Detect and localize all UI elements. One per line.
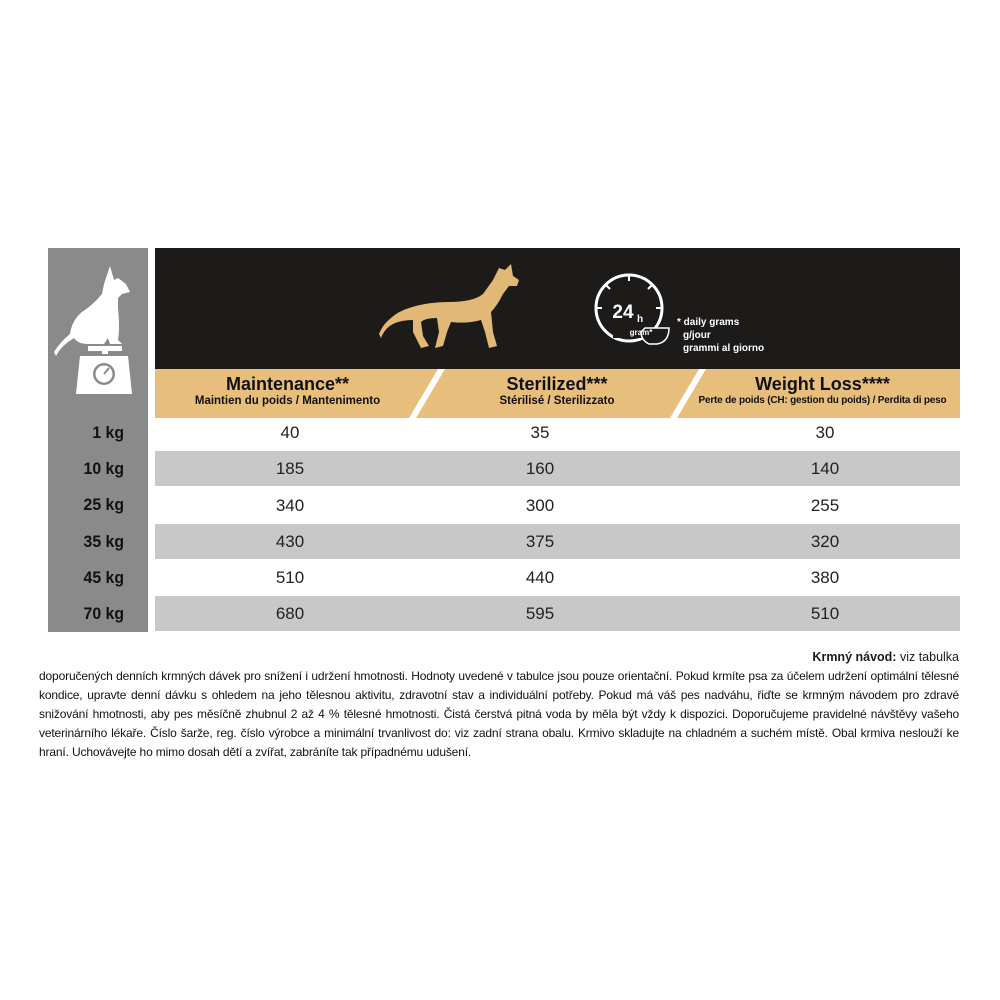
table-row <box>155 488 960 523</box>
sterilized-value: 300 <box>525 496 555 515</box>
column-subtitle: Stérilisé / Sterilizzato <box>499 395 615 407</box>
caption-line: * daily grams <box>677 317 740 328</box>
clock-icon <box>583 268 675 360</box>
clock-number: 24 <box>612 302 634 323</box>
weight-label: 1 kg <box>92 423 124 442</box>
dog-on-scale-icon <box>48 248 148 418</box>
caption-line: grammi al giorno <box>683 343 765 354</box>
sterilized-value: 440 <box>525 568 555 587</box>
column-header-band <box>155 369 960 418</box>
table-row <box>155 524 960 559</box>
table-header-banner <box>155 248 960 369</box>
table-row <box>155 560 960 595</box>
feeding-guide-label-rest: viz tabulka <box>896 650 959 664</box>
maintenance-value: 430 <box>275 532 305 551</box>
clock-suffix: h <box>637 314 644 325</box>
column-subtitle: Perte de poids (CH: gestion du poids) / Perdita di peso <box>698 395 947 406</box>
sterilized-value: 595 <box>525 604 555 623</box>
maintenance-value: 185 <box>275 459 305 478</box>
caption-line: g/jour <box>683 330 711 341</box>
weight-label: 25 kg <box>83 495 124 514</box>
sterilized-value: 35 <box>530 423 550 442</box>
weight-label: 45 kg <box>83 568 124 587</box>
weight-loss-value: 255 <box>810 496 840 515</box>
bowl-label: gram* <box>629 328 653 337</box>
weight-loss-value: 30 <box>815 423 835 442</box>
weight-label: 35 kg <box>83 532 124 551</box>
table-row <box>155 451 960 486</box>
sterilized-value: 375 <box>525 532 555 551</box>
weight-label: 70 kg <box>83 604 124 623</box>
dog-icon <box>377 262 527 354</box>
table-row <box>155 415 960 450</box>
daily-grams-caption <box>677 316 764 355</box>
weight-column <box>48 248 148 632</box>
feeding-guide-label: Krmný návod: <box>812 650 897 664</box>
maintenance-value: 340 <box>275 496 305 515</box>
weight-loss-value: 320 <box>810 532 840 551</box>
column-title: Sterilized*** <box>506 374 608 394</box>
column-header-weight-loss <box>685 369 960 418</box>
maintenance-value: 40 <box>280 423 300 442</box>
column-title: Maintenance** <box>225 374 350 394</box>
maintenance-value: 510 <box>275 568 305 587</box>
weight-loss-value: 510 <box>810 604 840 623</box>
column-subtitle: Maintien du poids / Mantenimento <box>194 395 381 407</box>
maintenance-value: 680 <box>275 604 305 623</box>
weight-loss-value: 140 <box>810 459 840 478</box>
sterilized-value: 160 <box>525 459 555 478</box>
column-header-sterilized <box>427 369 687 418</box>
column-header-maintenance <box>155 369 420 418</box>
feeding-guide-text: doporučených denních krmných dávek pro snížení i udržení hmotnosti. Hodnoty uvedené v tabulce jsou pouze orientační. Pokud krmíte psa za účelem udržení optimální tělesné kondice, upravte denní dávku s ohledem na jeho tělesnou aktivitu, zdravotní stav a individuální potřeby. Pokud má váš pes nadváhu, řiďte se krmným návodem pro zdravé snižování hmotnosti, aby pes měsíčně zhubnul 2 až 4 % tělesné hmotnosti. Čistá čerstvá pitná voda by měla být vždy k dispozici. Doporučujeme pravidelné návštěvy vašeho veterinárního lékaře. Číslo šarže, reg. číslo výrobce a minimální trvanlivost do: viz zadní strana obalu. Krmivo skladujte na chladném a suchém místě. Obal krmiva neslouží ke hraní. Uchovávejte ho mimo dosah dětí a zvířat, zabráníte tak případnému udušení. <box>39 669 959 759</box>
weight-label: 10 kg <box>83 459 124 478</box>
table-row <box>155 596 960 631</box>
weight-loss-value: 380 <box>810 568 840 587</box>
feeding-guide-heading <box>812 648 959 667</box>
column-title: Weight Loss**** <box>755 374 890 394</box>
